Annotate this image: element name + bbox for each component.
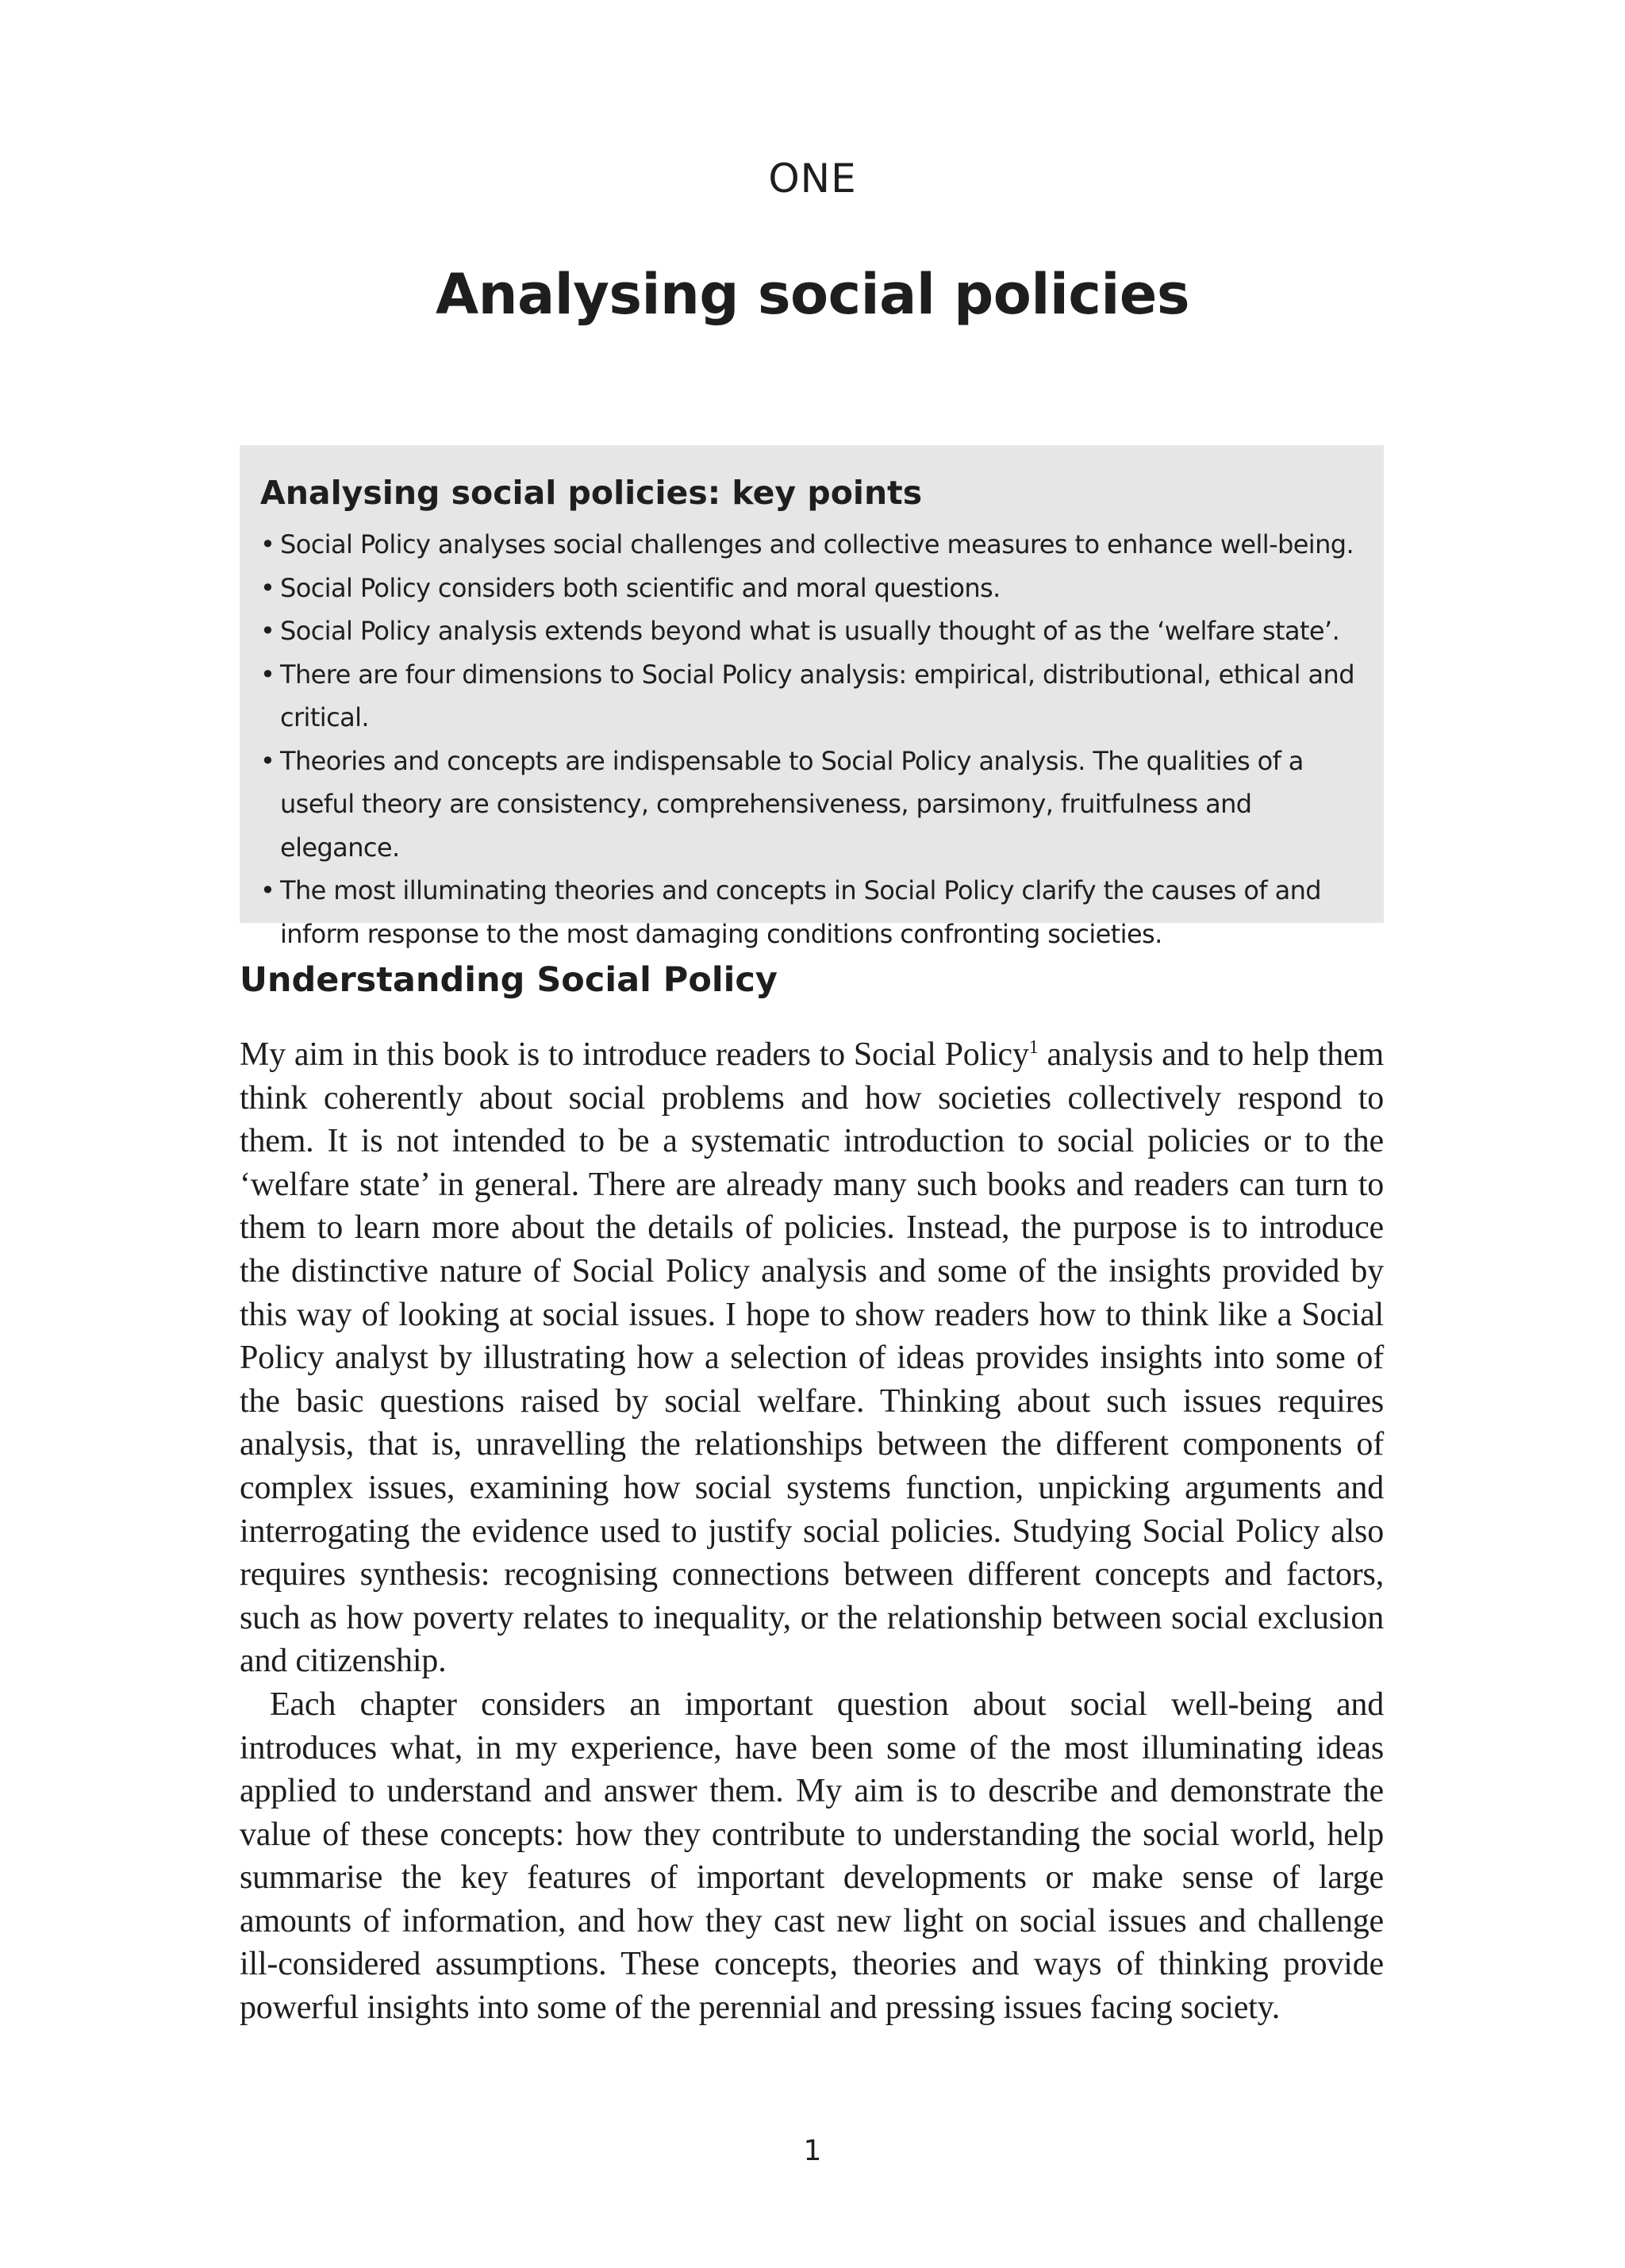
key-point-item: [260, 609, 1363, 653]
key-point-text: The most illuminating theories and concepts in Social Policy clarify the causes of and inform response to the most damaging conditions confronting societies.: [280, 875, 1321, 949]
bullet-icon: •: [260, 529, 275, 559]
bullet-icon: •: [260, 745, 275, 776]
key-point-item: [260, 869, 1363, 955]
key-point-text: There are four dimensions to Social Policy analysis: empirical, distributional, ethical and critical.: [280, 659, 1354, 732]
body-text: [240, 1033, 1384, 2030]
chapter-title: Analysing social policies: [436, 262, 1189, 327]
body-paragraph: [240, 1033, 1384, 1683]
key-point-item: [260, 740, 1363, 870]
bullet-icon: •: [260, 616, 275, 646]
key-points-list: [260, 523, 1363, 955]
bullet-icon: •: [260, 659, 275, 690]
body-paragraph: Each chapter considers an important question about social well-being and introduces what, in my experience, have been some of the most illuminating ideas applied to understand and answer them. My aim is to describe and demonstrate the value of these concepts: how they contribute to understanding the social world, help summarise the key features of important developments or make sense of large amounts of information, and how they cast new light on social issues and challenge ill-considered assumptions. These concepts, theories and ways of thinking provide powerful insights into some of the perennial and pressing issues facing society.: [240, 1686, 1384, 2027]
key-point-text: Theories and concepts are indispensable to Social Policy analysis. The qualities of a useful theory are consistency, comprehensiveness, parsimony, fruitfulness and elegance.: [280, 745, 1304, 863]
bullet-icon: •: [260, 875, 275, 905]
paragraph-text-start: My aim in this book is to introduce readers to Social Policy: [240, 1036, 1029, 1073]
paragraph-text-end: analysis and to help them think coherently about social problems and how societies collectively respond to them. It is not intended to be a systematic introduction to social policies or to the ‘welfare state’ in general. There are already many such books and readers can turn to them to learn more about the details of policies. Instead, the purpose is to introduce the distinctive nature of Social Policy analysis and some of the insights provided by this way of looking at social issues. I hope to show readers how to think like a Social Policy analyst by illustrating how a selection of ideas provides insights into some of the basic questions raised by social welfare. Thinking about such issues requires analysis, that is, unravelling the relationships between the different components of complex issues, examining how social systems function, unpicking arguments and interrogating the evidence used to justify social policies. Studying Social Policy also requires synthesis: recognising connections between different concepts and factors, such as how poverty relates to inequality, or the relationship between social exclusion and citizenship.: [240, 1036, 1384, 1680]
footnote-marker[interactable]: 1: [1028, 1037, 1039, 1058]
key-point-item: [260, 653, 1363, 740]
bullet-icon: •: [260, 572, 275, 603]
page-number: 1: [803, 2135, 822, 2167]
key-point-text: Social Policy considers both scientific and moral questions.: [280, 572, 1001, 603]
key-point-text: Social Policy analysis extends beyond what is usually thought of as the ‘welfare state’.: [280, 616, 1340, 646]
chapter-number: ONE: [768, 156, 857, 202]
section-heading: Understanding Social Policy: [240, 960, 778, 1000]
key-point-item: [260, 523, 1363, 567]
key-points-box: [240, 445, 1384, 949]
key-point-text: Social Policy analyses social challenges and collective measures to enhance well-being.: [280, 529, 1354, 559]
key-point-item: [260, 567, 1363, 610]
key-points-title: Analysing social policies: key points: [260, 474, 923, 512]
